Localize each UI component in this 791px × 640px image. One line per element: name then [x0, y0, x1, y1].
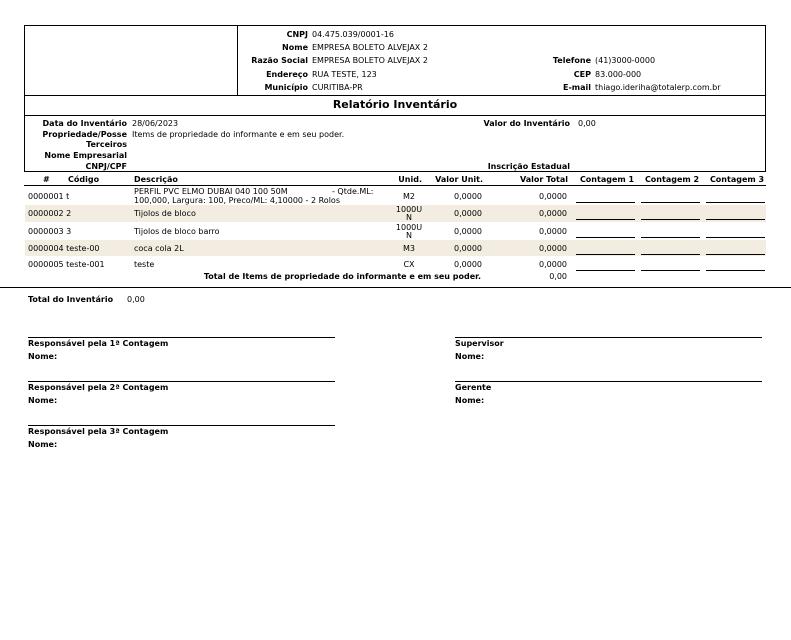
- email-label: E-mail: [562, 83, 591, 92]
- row-unid: 1000U: [395, 223, 423, 232]
- propriedade-value: Items de propriedade do informante e em seu poder.: [132, 130, 345, 139]
- signature-line-resp1: [28, 337, 335, 338]
- telefone-value: (41)3000-0000: [595, 56, 656, 65]
- municipio-label: Município: [264, 83, 308, 92]
- row-unid: M3: [403, 244, 415, 253]
- terceiros-label: Terceiros: [86, 140, 127, 149]
- valor-inventario-label: Valor do Inventário: [483, 119, 570, 128]
- row-codigo: 0000005 teste-001: [28, 260, 105, 269]
- row-valor-total: 0,0000: [539, 209, 567, 218]
- row-valor-unit: 0,0000: [454, 227, 482, 236]
- report-title: Relatório Inventário: [332, 98, 458, 111]
- row-unid-line2: N: [406, 231, 412, 240]
- cep-value: 83.000-000: [595, 70, 642, 79]
- row-valor-unit: 0,0000: [454, 260, 482, 269]
- data-inventario-value: 28/06/2023: [132, 119, 179, 128]
- data-inventario-label: Data do Inventário: [42, 119, 127, 128]
- subtotal-value: 0,00: [549, 272, 567, 281]
- contagem-3-line: [706, 270, 765, 271]
- resp1-label: Responsável pela 1ª Contagem: [28, 339, 169, 348]
- nome-label: Nome: [282, 43, 308, 52]
- signature-line-resp3: [28, 425, 335, 426]
- row-valor-total: 0,0000: [539, 227, 567, 236]
- municipio-value: CURITIBA-PR: [312, 83, 363, 92]
- col-descricao: Descrição: [134, 175, 178, 184]
- row-descricao: teste: [134, 260, 155, 269]
- cep-label: CEP: [573, 70, 591, 79]
- table-end-divider: [0, 287, 791, 288]
- valor-inventario-value: 0,00: [578, 119, 596, 128]
- signature-line-supervisor: [455, 337, 762, 338]
- contagem-1-line: [576, 270, 635, 271]
- resp2-nome-label: Nome:: [28, 396, 58, 405]
- row-codigo: 0000001 t: [28, 192, 70, 201]
- row-codigo: 0000002 2: [28, 209, 72, 218]
- col-contagem-2: Contagem 2: [644, 175, 700, 184]
- row-descricao-extra: - Qtde.ML:: [332, 187, 374, 196]
- signature-line-resp2: [28, 381, 335, 382]
- gerente-nome-label: Nome:: [455, 396, 485, 405]
- signature-line-gerente: [455, 381, 762, 382]
- row-unid: M2: [403, 192, 415, 201]
- contagem-2-line: [641, 219, 700, 220]
- row-valor-unit: 0,0000: [454, 192, 482, 201]
- contagem-1-line: [576, 202, 635, 203]
- header-divider: [24, 95, 766, 96]
- row-valor-total: 0,0000: [539, 244, 567, 253]
- contagem-3-line: [706, 202, 765, 203]
- row-codigo: 0000003 3: [28, 227, 72, 236]
- total-inventario-value: 0,00: [127, 295, 145, 304]
- contagem-2-line: [641, 237, 700, 238]
- row-descricao: Tijolos de bloco: [134, 209, 196, 218]
- row-codigo: 0000004 teste-00: [28, 244, 100, 253]
- subtotal-label: Total de Items de propriedade do informante e em seu poder.: [203, 272, 481, 281]
- row-descricao: coca cola 2L: [134, 244, 184, 253]
- cnpj-label: CNPJ: [286, 30, 308, 39]
- title-divider: [24, 115, 766, 116]
- col-num: #: [43, 175, 50, 184]
- contagem-2-line: [641, 254, 700, 255]
- contagem-1-line: [576, 237, 635, 238]
- contagem-1-line: [576, 219, 635, 220]
- row-descricao: PERFIL PVC ELMO DUBAI 040 100 50M: [134, 187, 288, 196]
- resp3-label: Responsável pela 3ª Contagem: [28, 427, 169, 436]
- razao-value: EMPRESA BOLETO ALVEJAX 2: [312, 56, 428, 65]
- contagem-2-line: [641, 270, 700, 271]
- col-contagem-1: Contagem 1: [579, 175, 635, 184]
- resp3-nome-label: Nome:: [28, 440, 58, 449]
- row-valor-unit: 0,0000: [454, 244, 482, 253]
- contagem-3-line: [706, 237, 765, 238]
- endereco-label: Endereço: [266, 70, 308, 79]
- contagem-3-line: [706, 219, 765, 220]
- row-unid-line2: N: [406, 213, 412, 222]
- propriedade-label: Propriedade/Posse: [42, 130, 127, 139]
- col-unid: Unid.: [398, 175, 422, 184]
- supervisor-label: Supervisor: [455, 339, 504, 348]
- col-valor-unit: Valor Unit.: [435, 175, 483, 184]
- supervisor-nome-label: Nome:: [455, 352, 485, 361]
- contagem-2-line: [641, 202, 700, 203]
- row-valor-unit: 0,0000: [454, 209, 482, 218]
- contagem-1-line: [576, 254, 635, 255]
- row-descricao: Tijolos de bloco barro: [134, 227, 220, 236]
- endereco-value: RUA TESTE, 123: [312, 70, 377, 79]
- row-unid: 1000U: [395, 205, 423, 214]
- col-contagem-3: Contagem 3: [709, 175, 765, 184]
- gerente-label: Gerente: [455, 383, 492, 392]
- contagem-3-line: [706, 254, 765, 255]
- cnpj-cpf-label: CNPJ/CPF: [85, 162, 127, 171]
- nome-value: EMPRESA BOLETO ALVEJAX 2: [312, 43, 428, 52]
- row-valor-total: 0,0000: [539, 192, 567, 201]
- row-unid: CX: [403, 260, 415, 269]
- table-header-divider: [24, 185, 766, 186]
- row-descricao-line2: 100,000, Largura: 100, Preco/ML: 4,10000 - 2 Rolos: [134, 196, 340, 205]
- total-inventario-label: Total do Inventário: [28, 295, 114, 304]
- nome-empresarial-label: Nome Empresarial: [44, 151, 127, 160]
- resp2-label: Responsável pela 2ª Contagem: [28, 383, 169, 392]
- cnpj-value: 04.475.039/0001-16: [312, 30, 394, 39]
- email-value: thiago.ideriha@totalerp.com.br: [595, 83, 721, 92]
- razao-label: Razão Social: [251, 56, 308, 65]
- resp1-nome-label: Nome:: [28, 352, 58, 361]
- col-codigo: Código: [68, 175, 100, 184]
- col-valor-total: Valor Total: [520, 175, 568, 184]
- telefone-label: Telefone: [552, 56, 591, 65]
- inscricao-estadual-label: Inscrição Estadual: [487, 162, 570, 171]
- row-valor-total: 0,0000: [539, 260, 567, 269]
